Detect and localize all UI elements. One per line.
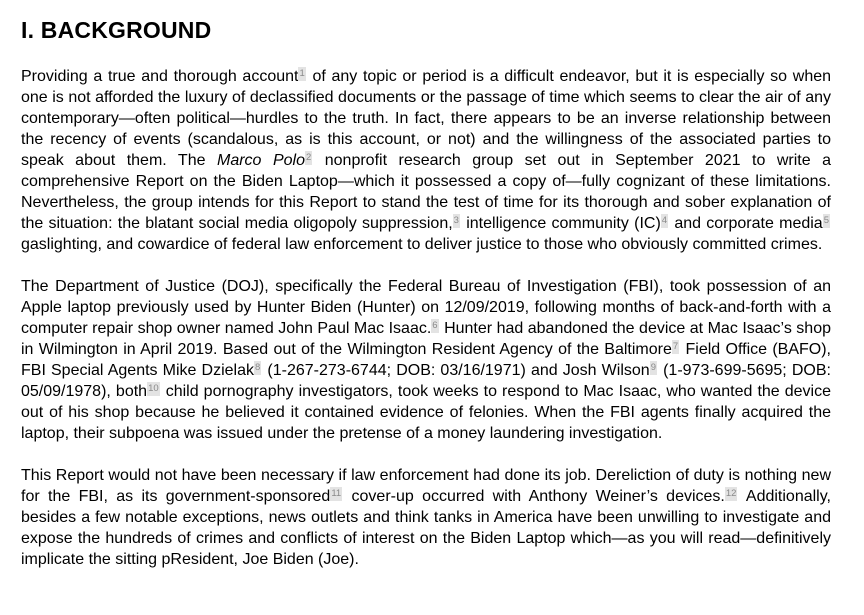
text: Hunter had abandoned the device at Mac Isaac’s shop in Wilmington in April 2019. Based out of the Wilmington Resident Agency of the Baltimore: [21, 320, 832, 358]
paragraph-1: [21, 66, 831, 255]
footnote-marker-1[interactable]: 1: [299, 68, 305, 79]
text: nonprofit research group set out in September 2021 to write a comprehensive Report on the Biden Laptop—which it possessed a copy of—fully cognizant of these limitations. Nevertheless, the group intends for this Report to stand the test of time for its thorough and sober explanation of the situation: the blatant social media oligopoly suppression,: [21, 152, 832, 232]
italic-text: Marco Polo: [217, 152, 305, 169]
section-heading: I. BACKGROUND: [21, 17, 212, 43]
text: and corporate media: [669, 215, 823, 232]
footnote-marker-5[interactable]: 5: [823, 215, 829, 226]
footnote-marker-12[interactable]: 12: [725, 488, 737, 499]
footnote-marker-7[interactable]: 7: [672, 341, 679, 352]
footnote-marker-4[interactable]: 4: [661, 215, 668, 226]
footnote-marker-10[interactable]: 10: [148, 383, 159, 394]
text: intelligence community (IC): [460, 215, 661, 232]
footnote-marker-11[interactable]: 11: [331, 488, 342, 499]
text: child pornography investigators, took weeks to respond to Mac Isaac, who wanted the device out of his shop because he believed it contained evidence of felonies. When the FBI agents finally acquired the laptop, their subpoena was issued under the pretense of a money laundering investigation.: [21, 383, 832, 442]
text: The Department of Justice (DOJ), specifically the Federal Bureau of Investigation (FBI), took possession of an Apple laptop previously used by Hunter Biden (Hunter) on 12/09/2019, following months of back-and-forth with a computer repair shop owner named John Paul Mac Isaac.: [21, 278, 831, 337]
text: of any topic or period is a difficult endeavor, but it is especially so when one is not afforded the luxury of declassified documents or the passage of time which seems to clear the air of any contemporary—often political—hurdles to the truth. In fact, there appears to be an inverse relationship between the recency of events (scandalous, as is this account, or not) and the willingness of the associated parties to speak about them. The: [21, 68, 832, 169]
text: Providing a true and thorough account: [21, 68, 299, 85]
text: (1-267-273-6744; DOB: 03/16/1971) and Josh Wilson: [262, 362, 650, 379]
text: (1-973-699-5695; DOB: 05/09/1978), both: [21, 362, 831, 400]
text: This Report would not have been necessary if law enforcement had done its job. Dereliction of duty is nothing new for the FBI, as its government-sponsored: [21, 467, 831, 505]
footnote-marker-3[interactable]: 3: [453, 215, 459, 226]
footnote-marker-9[interactable]: 9: [650, 362, 656, 373]
text: cover-up occurred with Anthony Weiner’s devices.: [343, 488, 725, 505]
footnote-marker-2[interactable]: 2: [305, 152, 312, 163]
footnote-marker-6[interactable]: 6: [432, 320, 438, 331]
footnote-marker-8[interactable]: 8: [255, 362, 261, 373]
paragraph-3: [21, 465, 831, 570]
text: Additionally, besides a few notable exceptions, news outlets and think tanks in America have been unwilling to investigate and expose the hundreds of crimes and conflicts of interest on the Biden Laptop which—as you will read—definitively implicate the sitting pResident, Joe Biden (Joe).: [21, 488, 831, 568]
document-page: [21, 14, 831, 570]
paragraph-2: [21, 276, 831, 444]
text: Field Office (BAFO), FBI Special Agents Mike Dzielak: [21, 341, 832, 379]
text: gaslighting, and cowardice of federal law enforcement to deliver justice to those who obviously committed crimes.: [21, 236, 823, 253]
